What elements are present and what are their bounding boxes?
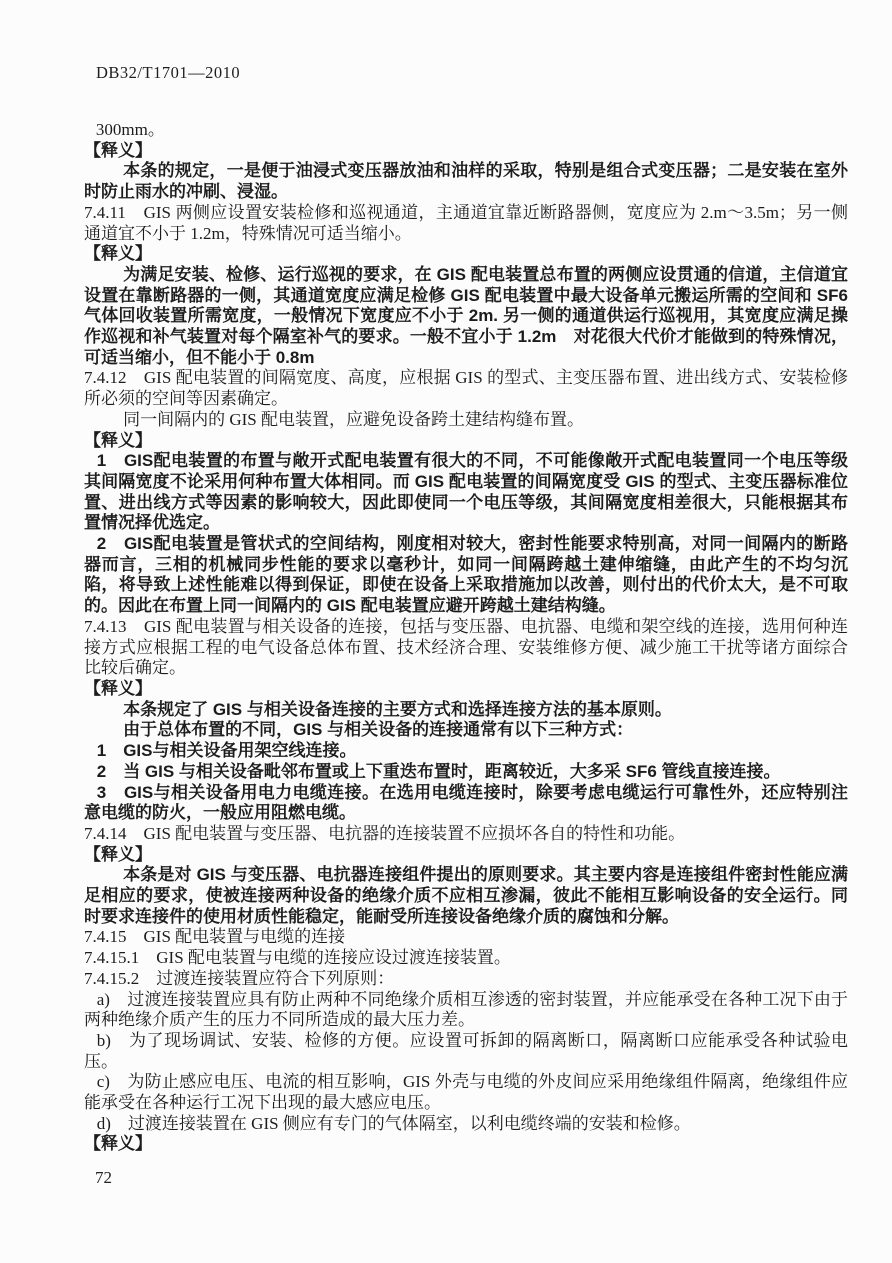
shiyi-heading: 【释义】	[84, 140, 152, 160]
shiyi-heading: 【释义】	[84, 430, 152, 450]
body-paragraph: 由于总体布置的不同，GIS 与相关设备的连接通常有以下三种方式：	[123, 720, 634, 740]
shiyi-heading: 【释义】	[84, 844, 152, 864]
shiyi-heading: 【释义】	[84, 678, 152, 698]
shiyi-heading: 【释义】	[84, 1134, 152, 1154]
body-paragraph: 同一间隔内的 GIS 配电装置，应避免设备跨土建结构缝布置。	[123, 409, 584, 429]
page-number: 72	[95, 1168, 112, 1187]
body-paragraph: b) 为了现场调试、安装、检修的方便。应设置可拆卸的隔离断口，隔离断口应能承受各种试验电压。	[84, 1030, 848, 1071]
body-paragraph: 3 GIS与相关设备用电力电缆连接。在选用电缆连接时，除要考虑电缆运行可靠性外，还应特别注意电缆的防火，一般应用阻燃电缆。	[84, 782, 848, 823]
body-paragraph: 本条的规定，一是便于油浸式变压器放油和油样的采取，特别是组合式变压器；二是安装在室外时防止雨水的冲刷、浸湿。	[84, 161, 848, 202]
body-paragraph: c) 为防止感应电压、电流的相互影响，GIS 外壳与电缆的外皮间应采用绝缘组件隔离，绝缘组件应能承受在各种运行工况下出现的最大感应电压。	[84, 1072, 848, 1113]
clause-paragraph: 7.4.12 GIS 配电装置的间隔宽度、高度，应根据 GIS 的型式、主变压器布置、进出线方式、安装检修所必须的空间等因素确定。	[84, 368, 848, 409]
shiyi-heading: 【释义】	[84, 244, 152, 264]
body-paragraph: a) 过渡连接装置应具有防止两种不同绝缘介质相互渗透的密封装置，并应能承受在各种工况下由于两种绝缘介质产生的压力不同所造成的最大压力差。	[84, 989, 848, 1030]
clause-paragraph: 7.4.13 GIS 配电装置与相关设备的连接，包括与变压器、电抗器、电缆和架空线的连接，选用何种连接方式应根据工程的电气设备总体布置、技术经济合理、安装维修方便、减少施工干扰等诸方面综合比较后确定。	[84, 616, 848, 678]
body-paragraph: 2 当 GIS 与相关设备毗邻布置或上下重迭布置时，距离较近，大多采 SF6 管线直接连接。	[96, 761, 781, 781]
body-paragraph: 本条是对 GIS 与变压器、电抗器连接组件提出的原则要求。其主要内容是连接组件密封性能应满足相应的要求，使被连接两种设备的绝缘介质不应相互渗漏，彼此不能相互影响设备的安全运行。同时要求连接件的使用材质性能稳定，能耐受所连接设备绝缘介质的腐蚀和分解。	[84, 865, 848, 926]
document-body	[84, 120, 848, 1155]
clause-paragraph: 7.4.14 GIS 配电装置与变压器、电抗器的连接装置不应损坏各自的特性和功能。	[84, 823, 686, 843]
clause-paragraph: 7.4.15 GIS 配电装置与电缆的连接	[84, 927, 346, 947]
body-paragraph: 2 GIS配电装置是管状式的空间结构，刚度相对较大，密封性能要求特别高，对同一间隔内的断路器而言，三相的机械同步性能的要求以毫秒计，如同一间隔跨越土建伸缩缝，由此产生的不均匀沉陷，将导致上述性能难以得到保证，即使在设备上采取措施加以改善，则付出的代价太大，是不可取的。因此在布置上同一间隔内的 GIS 配电装置应避开跨越土建结构缝。	[84, 534, 848, 616]
body-paragraph: 1 GIS与相关设备用架空线连接。	[96, 741, 357, 761]
body-paragraph: 1 GIS配电装置的布置与敞开式配电装置有很大的不同，不可能像敞开式配电装置同一个电压等级其间隔宽度不论采用何种布置大体相同。而 GIS 配电装置的间隔宽度受 GIS 的型式、主变压器标准位置、进出线方式等因素的影响较大，因此即使同一个电压等级，其间隔宽度相差很大，只能根据其布置情况择优选定。	[84, 451, 848, 533]
clause-paragraph: 7.4.11 GIS 两侧应设置安装检修和巡视通道，主通道宜靠近断路器侧，宽度应为 2.m～3.5m；另一侧通道宜不小于 1.2m，特殊情况可适当缩小。	[84, 202, 848, 243]
body-paragraph: 本条规定了 GIS 与相关设备连接的主要方式和选择连接方法的基本原则。	[123, 699, 672, 719]
body-paragraph: 300mm。	[95, 120, 165, 139]
body-paragraph: 为满足安装、检修、运行巡视的要求，在 GIS 配电装置总布置的两侧应设贯通的信道，主信道宜设置在靠断路器的一侧，其通道宽度应满足检修 GIS 配电装置中最大设备单元搬运所需的空间和 SF6 气体回收装置所需宽度，一般情况下宽度应不小于 2m. 另一侧的通道供运行巡视用，其宽度应满足操作巡视和补气装置对每个隔室补气的要求。一般不宜小于 1.2m 对花很大代价才能做到的特殊情况，可适当缩小，但不能小于 0.8m	[84, 264, 848, 367]
document-code-header: DB32/T1701—2010	[96, 63, 241, 82]
clause-paragraph: 7.4.15.2 过渡连接装置应符合下列原则：	[84, 968, 395, 988]
clause-paragraph: 7.4.15.1 GIS 配电装置与电缆的连接应设过渡连接装置。	[84, 948, 511, 968]
body-paragraph: d) 过渡连接装置在 GIS 侧应有专门的气体隔室，以利电缆终端的安装和检修。	[96, 1113, 691, 1133]
